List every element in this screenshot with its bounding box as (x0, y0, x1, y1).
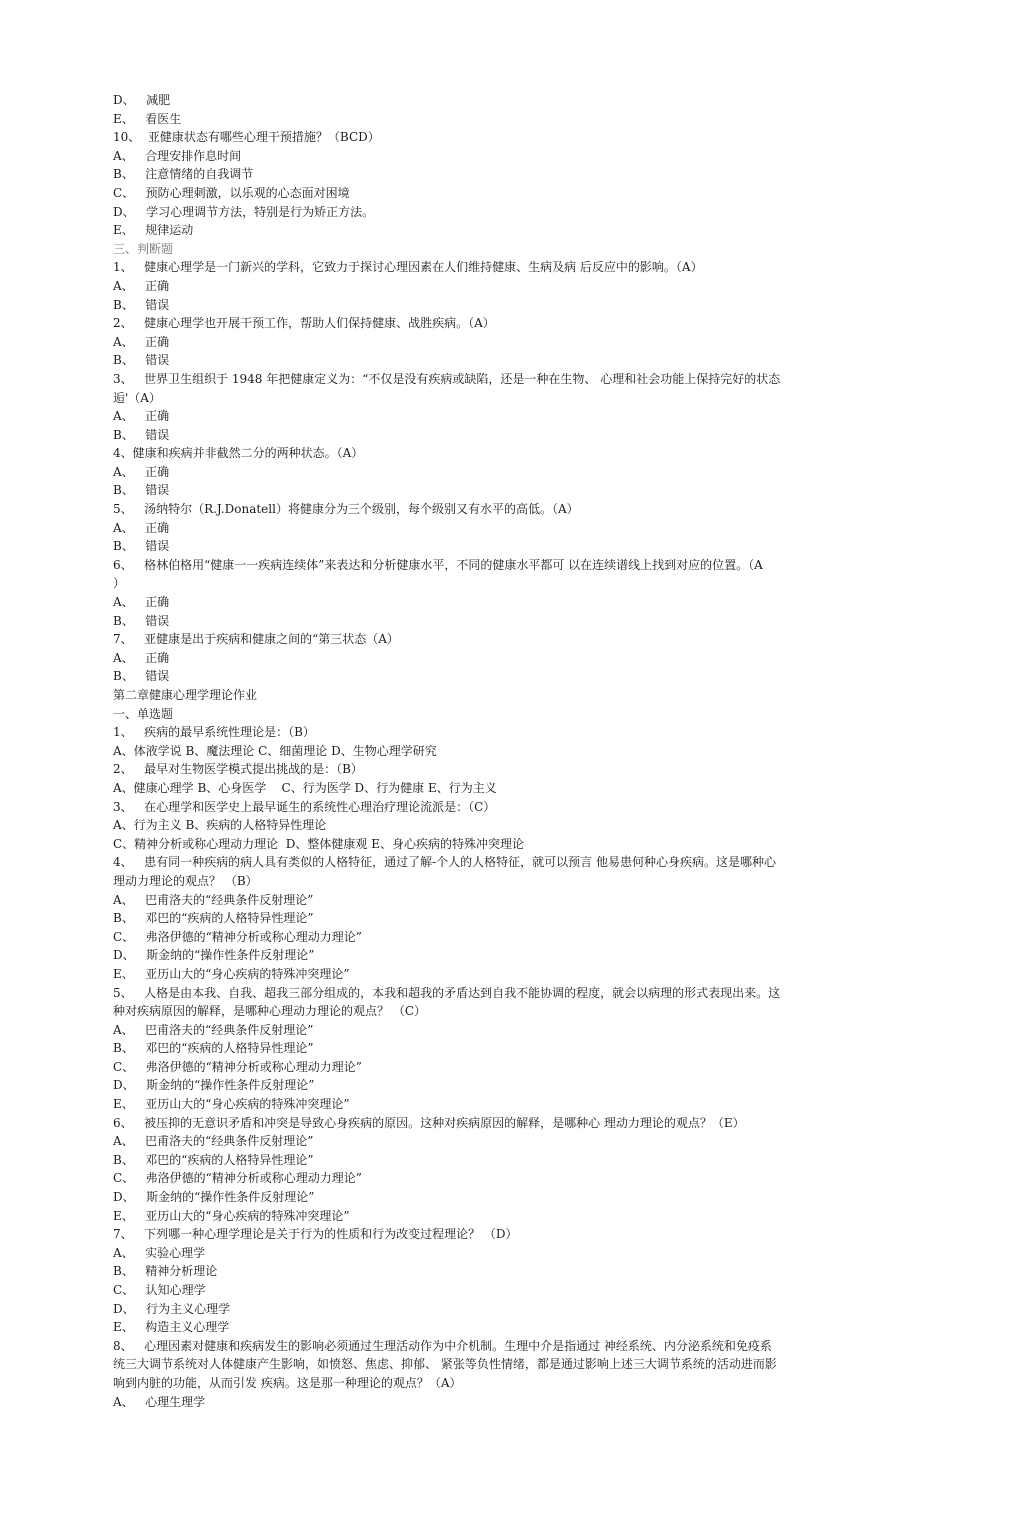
text-line: A、 巴甫洛夫的“经典条件反射理论” (113, 892, 314, 907)
text-line: A、体液学说 B、魔法理论 C、细菌理论 D、生物心理学研究 (113, 743, 437, 758)
text-line: 第二章健康心理学理论作业 (113, 688, 258, 702)
text-line: D、 学习心理调节方法，特别是行为矫正方法。 (113, 204, 375, 219)
text-line: E、 亚历山大的“身心疾病的特殊冲突理论” (113, 1097, 350, 1112)
text-line: 7、 亚健康是出于疾病和健康之间的“第三状态（A） (113, 632, 399, 647)
text-line: A、 正确 (113, 520, 170, 535)
text-line: A、 正确 (113, 464, 170, 479)
text-line: 3、 世界卫生组织于 1948 年把健康定义为：“不仅是没有疾病或缺陷，还是一种在生物、 心理和社会功能上保持完好的状态 (113, 371, 781, 386)
text-line: 4、 患有同一种疾病的病人具有类似的人格特征，通过了解-个人的人格特征，就可以预言 他易患何种心身疾病。这是哪种心 (113, 855, 776, 870)
text-line: 5、 汤纳特尔（R.J.Donatell）将健康分为三个级别，每个级别又有水平的高低。（A） (113, 502, 579, 517)
text-line: 7、 下列哪一种心理学理论是关于行为的性质和行为改变过程理论？ （D） (113, 1227, 518, 1242)
text-line: E、 亚历山大的“身心疾病的特殊冲突理论” (113, 966, 350, 981)
text-line: B、 错误 (113, 669, 170, 684)
text-line: ） (113, 576, 126, 591)
text-line: A、 巴甫洛夫的“经典条件反射理论” (113, 1134, 314, 1149)
text-line: B、 邓巴的“疾病的人格特异性理论” (113, 1152, 314, 1167)
text-line: D、 斯金纳的“操作性条件反射理论” (113, 1078, 315, 1093)
text-line: A、 心理生理学 (113, 1394, 206, 1409)
text-line: 2、 最早对生物医学模式提出挑战的是：（B） (113, 762, 363, 777)
text-line: 3、 在心理学和医学史上最早诞生的系统性心理治疗理论流派是：（C） (113, 799, 496, 814)
text-line: C、 预防心理刺激，以乐观的心态面对困境 (113, 185, 350, 200)
text-line: E、 亚历山大的“身心疾病的特殊冲突理论” (113, 1208, 350, 1223)
text-line: B、 精神分析理论 (113, 1264, 218, 1279)
text-line: 6、 被压抑的无意识矛盾和冲突是导致心身疾病的原因。这种对疾病原因的解释，是哪种心 理动力理论的观点？（E） (113, 1115, 745, 1130)
text-line: B、 注意情绪的自我调节 (113, 167, 254, 182)
text-line: B、 错误 (113, 353, 170, 368)
text-line: 1、 疾病的最早系统性理论是：（B） (113, 725, 315, 740)
text-line: C、 弗洛伊德的“精神分析或称心理动力理论” (113, 1059, 362, 1074)
text-line: D、 斯金纳的“操作性条件反射理论” (113, 1190, 315, 1205)
text-line: E、 构造主义心理学 (113, 1320, 230, 1335)
text-line: 统三大调节系统对人体健康产生影响，如愤怒、焦虑、抑郁、 紧张等负性情绪，都是通过影响上述三大调节系统的活动进而影 (113, 1357, 777, 1372)
text-line: 5、 人格是由本我、自我、超我三部分组成的，本我和超我的矛盾达到自我不能协调的程度，就会以病理的形式表现出来。这 (113, 985, 781, 1000)
text-line: 一、单选题 (113, 706, 174, 721)
text-line: B、 邓巴的“疾病的人格特异性理论” (113, 1041, 314, 1056)
text-line: D、 减肥 (113, 93, 171, 107)
text-line: 6、 格林伯格用“健康一一疾病连续体”来表达和分析健康水平，不同的健康水平都可 以在连续谱线上找到对应的位置。（A (113, 557, 763, 572)
text-line: 逅'（A） (113, 390, 161, 405)
text-line: E、 看医生 (113, 111, 182, 126)
text-line: B、 错误 (113, 427, 170, 442)
text-line: 8、 心理因素对健康和疾病发生的影响必须通过生理活动作为中介机制。生理中介是指通过 神经系统、内分泌系统和免疫系 (113, 1338, 772, 1353)
text-line: D、 斯金纳的“操作性条件反射理论” (113, 948, 315, 963)
text-line: A、 正确 (113, 409, 170, 424)
text-line: A、 合理安排作息时间 (113, 148, 242, 163)
text-line: A、行为主义 B、疾病的人格特异性理论 (113, 818, 327, 833)
text-line: A、健康心理学 B、心身医学 C、行为医学 D、行为健康 E、行为主义 (113, 780, 497, 795)
text-line: B、 错误 (113, 539, 170, 554)
text-line: B、 邓巴的“疾病的人格特异性理论” (113, 911, 314, 926)
text-line: 三、判断题 (113, 241, 174, 256)
text-line: C、 认知心理学 (113, 1283, 206, 1297)
text-line: C、 弗洛伊德的“精神分析或称心理动力理论” (113, 1171, 362, 1186)
text-line: C、 弗洛伊德的“精神分析或称心理动力理论” (113, 929, 362, 944)
text-line: 种对疾病原因的解释，是哪种心理动力理论的观点？ （C） (113, 1004, 426, 1019)
text-line: 10、 亚健康状态有哪些心理干预措施？（BCD） (113, 130, 380, 145)
text-line: A、 正确 (113, 595, 170, 610)
text-line: 4、健康和疾病并非截然二分的两种状态。（A） (113, 446, 364, 461)
document-page (113, 91, 913, 1411)
text-line: 1、 健康心理学是一门新兴的学科，它致力于探讨心理因素在人们维持健康、生病及病 后反应中的影响。（A） (113, 260, 703, 275)
text-line: C、精神分析或称心理动力理论 D、整体健康观 E、身心疾病的特殊冲突理论 (113, 836, 525, 851)
text-line: E、 规律运动 (113, 223, 194, 238)
text-line: A、 正确 (113, 334, 170, 349)
text-line: D、 行为主义心理学 (113, 1301, 231, 1316)
text-line: A、 正确 (113, 278, 170, 293)
text-line: A、 正确 (113, 650, 170, 665)
text-line: B、 错误 (113, 483, 170, 498)
text-line: 响到内脏的功能，从而引发 疾病。这是那一种理论的观点？（A） (113, 1375, 462, 1390)
text-line: 理动力理论的观点？ （B） (113, 873, 258, 888)
text-line: A、 巴甫洛夫的“经典条件反射理论” (113, 1022, 314, 1037)
text-line: B、 错误 (113, 297, 170, 312)
text-line: B、 错误 (113, 613, 170, 628)
text-line: 2、 健康心理学也开展干预工作，帮助人们保持健康、战胜疾病。（A） (113, 316, 495, 331)
text-line: A、 实验心理学 (113, 1245, 206, 1260)
